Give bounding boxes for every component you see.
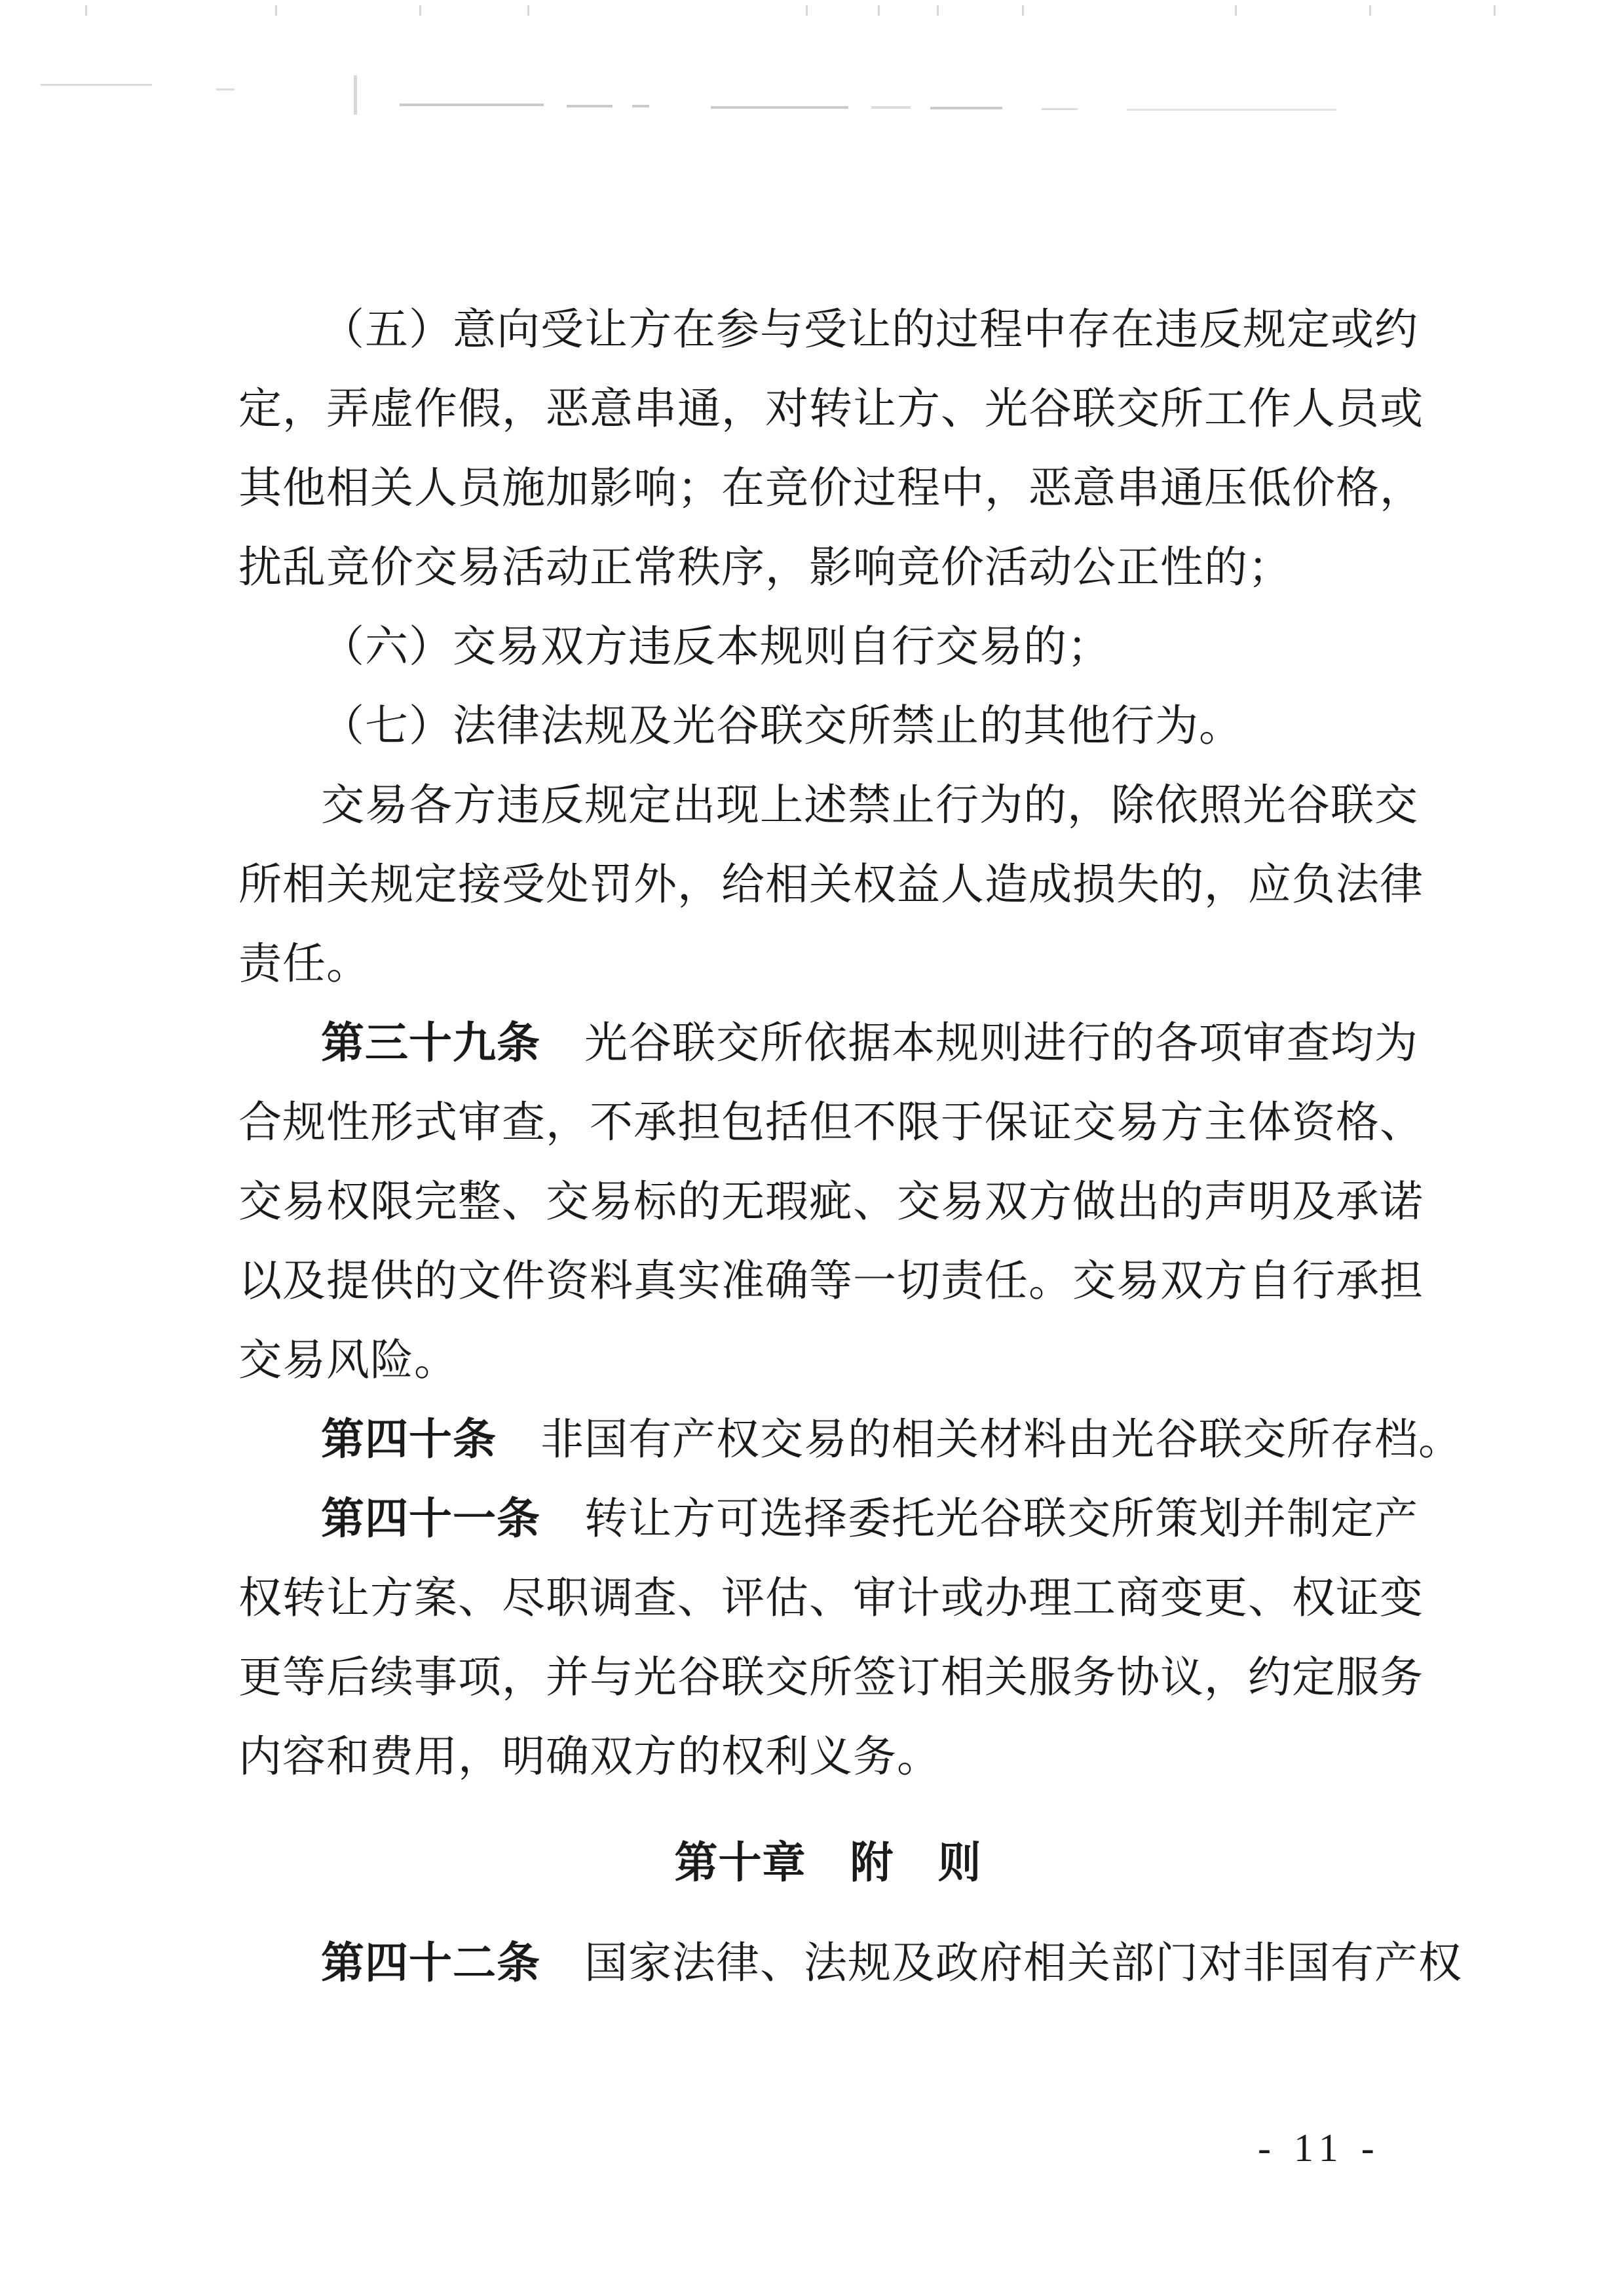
text-line xyxy=(238,845,1424,925)
text-line xyxy=(238,766,1418,845)
text-line xyxy=(238,1717,1418,1797)
text-line xyxy=(238,925,1418,1004)
text-line xyxy=(238,1480,1418,1559)
line-text: （五）意向受让方在参与受让的过程中存在违反规定或约 xyxy=(321,306,1418,354)
line-text: 定，弄虚作假，恶意串通，对转让方、光谷联交所工作人员或 xyxy=(238,385,1424,433)
article-number: 第四十二条 xyxy=(321,1940,540,1987)
line-text: 交易风险。 xyxy=(238,1337,458,1385)
line-text: （七）法律法规及光谷联交所禁止的其他行为。 xyxy=(321,702,1243,750)
article-number: 第三十九条 xyxy=(321,1020,540,1067)
line-text: 所相关规定接受处罚外，给相关权益人造成损失的，应负法律 xyxy=(238,861,1424,909)
article-number: 第四十条 xyxy=(321,1416,497,1464)
text-line xyxy=(238,1400,1462,1480)
text-line xyxy=(238,1004,1418,1083)
line-text: 内容和费用，明确双方的权利义务。 xyxy=(238,1733,941,1781)
scan-noise xyxy=(0,0,1624,131)
text-line xyxy=(238,449,1424,528)
line-text: 交易各方违反规定出现上述禁止行为的，除依照光谷联交 xyxy=(321,782,1418,830)
line-text: 合规性形式审查，不承担包括但不限于保证交易方主体资格、 xyxy=(238,1099,1424,1147)
text-line xyxy=(238,607,1418,687)
line-text: 光谷联交所依据本规则进行的各项审查均为 xyxy=(540,1020,1418,1067)
text-line xyxy=(238,1321,1418,1400)
line-text: 责任。 xyxy=(238,940,370,988)
chapter-heading xyxy=(238,1824,1418,1903)
line-text: 国家法律、法规及政府相关部门对非国有产权 xyxy=(540,1940,1462,1987)
page-number: - 11 - xyxy=(1258,2126,1381,2170)
text-line xyxy=(238,1083,1424,1162)
text-line xyxy=(238,1162,1424,1242)
text-line xyxy=(238,1559,1424,1638)
article-number: 第四十一条 xyxy=(321,1495,540,1543)
text-line xyxy=(238,687,1418,766)
text-line xyxy=(238,370,1424,449)
line-text: 权转让方案、尽职调查、评估、审计或办理工商变更、权证变 xyxy=(238,1575,1424,1622)
line-text: 第十章 附 则 xyxy=(674,1839,982,1887)
text-line xyxy=(238,528,1418,607)
line-text: 更等后续事项，并与光谷联交所签订相关服务协议，约定服务 xyxy=(238,1654,1424,1702)
line-text: 扰乱竞价交易活动正常秩序，影响竞价活动公正性的； xyxy=(238,544,1292,592)
line-text: 交易权限完整、交易标的无瑕疵、交易双方做出的声明及承诺 xyxy=(238,1178,1424,1226)
text-line xyxy=(238,1924,1462,2003)
line-text: 转让方可选择委托光谷联交所策划并制定产 xyxy=(540,1495,1418,1543)
line-text: （六）交易双方违反本规则自行交易的； xyxy=(321,623,1111,671)
text-line xyxy=(238,1242,1424,1321)
line-text: 其他相关人员施加影响；在竞价过程中，恶意串通压低价格， xyxy=(238,465,1424,512)
line-text: 以及提供的文件资料真实准确等一切责任。交易双方自行承担 xyxy=(238,1257,1424,1305)
text-line xyxy=(238,1638,1424,1717)
line-text: 非国有产权交易的相关材料由光谷联交所存档。 xyxy=(497,1416,1462,1464)
text-line xyxy=(238,290,1418,370)
document-body xyxy=(238,290,1462,2003)
